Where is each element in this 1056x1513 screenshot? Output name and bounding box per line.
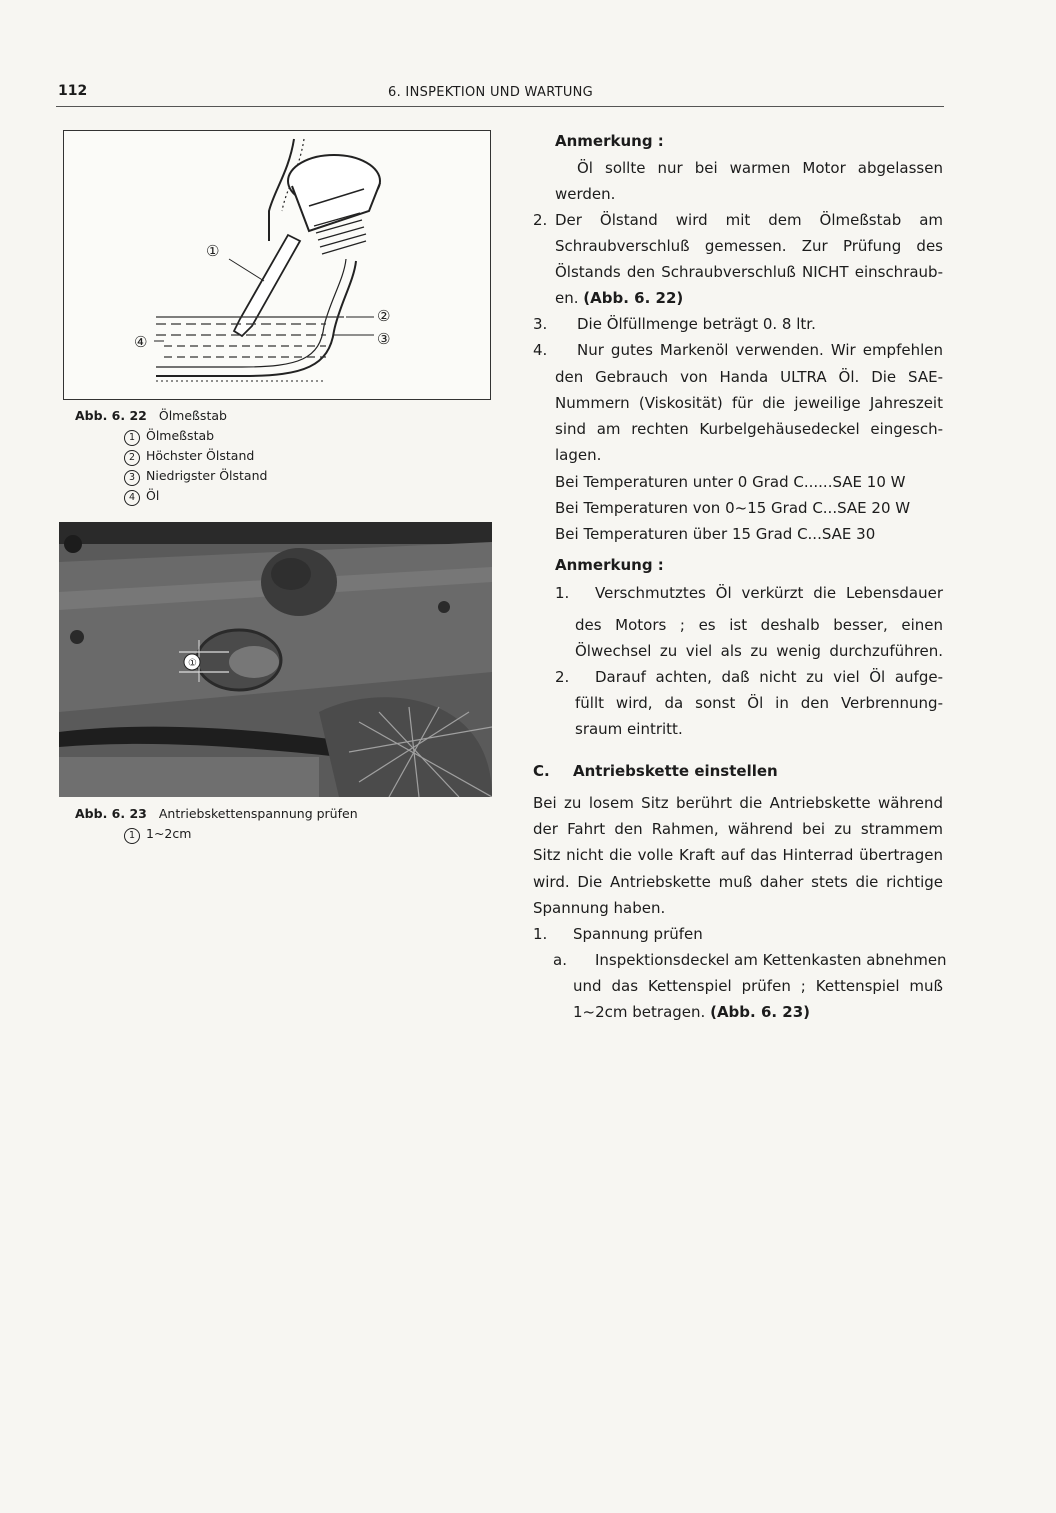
caption-item: 1 1~2cm [75,824,475,844]
caption-item: 2 Höchster Ölstand [75,446,475,466]
body-line: Verschmutztes Öl verkürzt die Lebensdauer [595,584,943,602]
list-number: 4. [533,341,548,359]
list-number: 3. [533,315,548,333]
figure-ref: (Abb. 6. 22) [583,289,684,307]
body-line: Der Ölstand wird mit dem Ölmeßstab am [555,211,943,229]
figure-2-label: Abb. 6. 23 [75,806,147,821]
header-rule [56,106,944,107]
figure-1-title: Ölmeßstab [158,408,227,423]
figure-2-caption [75,804,475,844]
temperature-line: Bei Temperaturen von 0~15 Grad C...SAE 20 W [555,499,911,517]
list-letter: a. [553,951,567,969]
list-number: 2. [555,668,570,686]
callout-2: ② [377,307,391,325]
body-line: den Gebrauch von Handa ULTRA Öl. Die SAE- [555,368,943,386]
body-line: Bei zu losem Sitz berührt die Antriebskette während [533,794,943,812]
body-line: des Motors ; es ist deshalb besser, einen [575,616,943,634]
list-number: 2. [533,211,548,229]
note-1-heading: Anmerkung : [555,132,664,150]
callout-1: ① [206,242,220,260]
body-line: werden. [555,185,616,203]
body-line: sraum eintritt. [575,720,683,738]
caption-item: 1 Ölmeßstab [75,426,475,446]
body-line: Spannung haben. [533,899,666,917]
body-line: lagen. [555,446,602,464]
callout-4: ④ [134,333,148,351]
body-line: der Fahrt den Rahmen, während bei zu strammem [533,820,943,838]
figure-1-label: Abb. 6. 22 [75,408,147,423]
section-title: Antriebskette einstellen [573,762,778,780]
figure-2-title: Antriebskettenspannung prüfen [158,806,358,821]
note-2-heading: Anmerkung : [555,556,664,574]
body-line: Öl sollte nur bei warmen Motor abgelassen [577,159,943,177]
caption-item: 4 Öl [75,486,475,506]
figure-1-caption [75,406,475,506]
body-line: Ölwechsel zu viel als zu wenig durchzuführen. [575,642,943,660]
temperature-line: Bei Temperaturen unter 0 Grad C......SAE 10 W [555,473,906,491]
body-line: Die Ölfüllmenge beträgt 0. 8 ltr. [577,315,816,333]
section-number: C. [533,762,550,780]
list-number: 1. [533,925,548,943]
body-line: Nummern (Viskosität) für die jeweilige Jahreszeit [555,394,943,412]
caption-item: 3 Niedrigster Ölstand [75,466,475,486]
figure-ref: (Abb. 6. 23) [710,1003,811,1021]
page-number: 112 [58,83,88,99]
chain-photo [59,522,492,797]
chapter-title: 6. INSPEKTION UND WARTUNG [388,85,594,100]
body-line: 1~2cm betragen. (Abb. 6. 23) [573,1003,811,1021]
temperature-line: Bei Temperaturen über 15 Grad C...SAE 30 [555,525,876,543]
body-line: Sitz nicht die volle Kraft auf das Hinterrad übertragen [533,846,943,864]
photo-callout-1: ① [188,658,197,669]
body-line: Inspektionsdeckel am Kettenkasten abnehmen [595,951,947,969]
chain-photo-drawing [59,522,492,797]
list-number: 1. [555,584,570,602]
body-line: Ölstands den Schraubverschluß NICHT einschraub- [555,263,943,281]
body-line: und das Kettenspiel prüfen ; Kettenspiel muß [573,977,943,995]
callout-3: ③ [377,330,391,348]
dipstick-diagram-drawing [64,131,490,399]
body-line: Darauf achten, daß nicht zu viel Öl aufge- [595,668,943,686]
body-line: Schraubverschluß gemessen. Zur Prüfung des [555,237,943,255]
body-line: sind am rechten Kurbelgehäusedeckel eingesch- [555,420,943,438]
subsection-title: Spannung prüfen [573,925,703,943]
body-line: füllt wird, da sonst Öl in den Verbrennung- [575,694,943,712]
body-line: en. (Abb. 6. 22) [555,289,684,307]
body-line: Nur gutes Markenöl verwenden. Wir empfehlen [577,341,943,359]
dipstick-diagram [63,130,491,400]
body-line: wird. Die Antriebskette muß daher stets die richtige [533,873,943,891]
